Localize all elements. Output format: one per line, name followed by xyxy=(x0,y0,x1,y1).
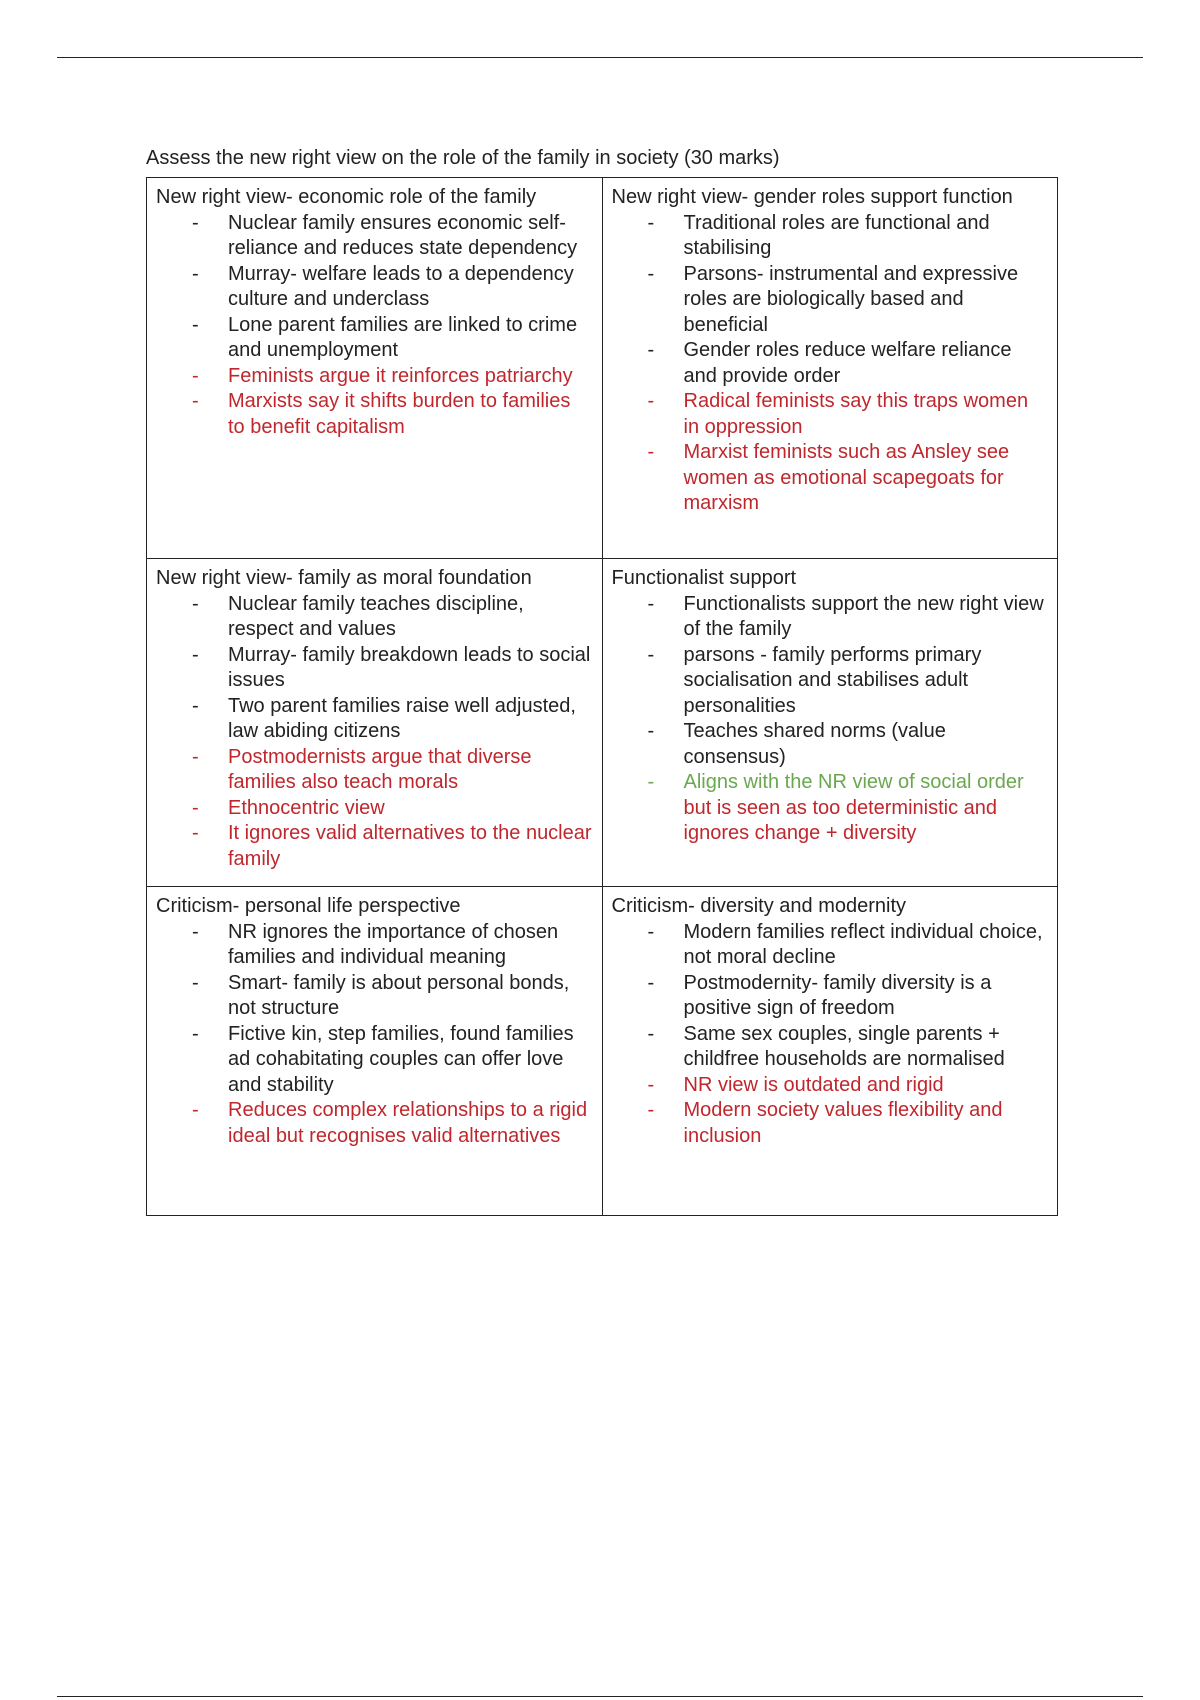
table-row xyxy=(147,559,1058,887)
essay-plan-table xyxy=(146,177,1058,1216)
bullet-text: Postmodernity- family diversity is a positive sign of freedom xyxy=(683,971,992,1019)
cell-heading: Criticism- personal life perspective xyxy=(156,895,461,917)
bullet-dash-icon: - xyxy=(192,211,199,234)
list-item xyxy=(192,262,593,313)
bullet-dash-icon: - xyxy=(647,771,655,793)
bullet-text: Murray- family breakdown leads to social issues xyxy=(228,643,591,691)
list-item xyxy=(647,440,1049,517)
bullet-text: NR view is outdated and rigid xyxy=(683,1073,944,1096)
list-item xyxy=(192,1098,593,1149)
bullet-text: Marxist feminists such as Ansley see women as emotional scapegoats for marxism xyxy=(683,441,1010,514)
bullet-text: Nuclear family teaches discipline, respect and values xyxy=(228,592,524,640)
bullet-text: Two parent families raise well adjusted, law abiding citizens xyxy=(228,694,576,742)
bullet-list xyxy=(612,592,1049,847)
cell-heading: New right view- gender roles support function xyxy=(611,186,1013,208)
bullet-dash-icon: - xyxy=(192,1022,199,1045)
list-item xyxy=(647,338,1049,389)
list-item xyxy=(647,262,1049,339)
cell-functionalist-support xyxy=(602,559,1058,887)
list-item xyxy=(647,1022,1049,1073)
bullet-dash-icon: - xyxy=(192,694,199,717)
list-item xyxy=(647,389,1049,440)
list-item xyxy=(647,770,1049,847)
bullet-dash-icon: - xyxy=(647,441,655,463)
footer-rule xyxy=(57,1696,1143,1697)
bullet-list xyxy=(156,592,593,873)
bullet-dash-icon: - xyxy=(192,920,199,943)
cell-heading: New right view- economic role of the family xyxy=(156,186,537,208)
list-item xyxy=(192,592,593,643)
list-item xyxy=(192,364,593,390)
header-rule xyxy=(57,57,1143,58)
bullet-dash-icon: - xyxy=(192,390,199,412)
list-item xyxy=(647,1098,1049,1149)
bullet-dash-icon: - xyxy=(192,971,199,994)
cell-economic-role xyxy=(147,178,603,559)
bullet-text: Marxists say it shifts burden to families to benefit capitalism xyxy=(228,390,571,438)
document-title: Assess the new right view on the role of the family in society (30 marks) xyxy=(146,147,780,169)
bullet-text: Radical feminists say this traps women in oppression xyxy=(683,390,1029,438)
cell-diversity-modernity xyxy=(602,887,1058,1216)
list-item xyxy=(192,643,593,694)
list-item xyxy=(192,694,593,745)
bullet-dash-icon: - xyxy=(192,313,199,336)
bullet-text: Aligns with the NR view of social order xyxy=(683,771,1024,793)
bullet-text: Teaches shared norms (value consensus) xyxy=(683,720,946,768)
list-item xyxy=(192,971,593,1022)
bullet-text: Feminists argue it reinforces patriarchy xyxy=(228,364,573,387)
bullet-text: It ignores valid alternatives to the nuclear family xyxy=(228,822,592,870)
bullet-text: Postmodernists argue that diverse families also teach morals xyxy=(228,745,532,793)
list-item xyxy=(192,920,593,971)
list-item xyxy=(192,796,593,822)
bullet-text: Nuclear family ensures economic self-reliance and reduces state dependency xyxy=(228,211,578,259)
list-item xyxy=(192,1022,593,1099)
list-item xyxy=(192,211,593,262)
table-row xyxy=(147,178,1058,559)
list-item xyxy=(192,389,593,440)
bullet-dash-icon: - xyxy=(192,1099,199,1121)
bullet-dash-icon: - xyxy=(192,262,199,285)
cell-gender-roles xyxy=(602,178,1058,559)
list-item xyxy=(647,719,1049,770)
list-item xyxy=(647,920,1049,971)
bullet-list xyxy=(612,920,1049,1150)
bullet-dash-icon: - xyxy=(647,211,655,234)
bullet-text: Modern society values flexibility and inclusion xyxy=(683,1099,1003,1147)
list-item xyxy=(192,745,593,796)
bullet-text: Reduces complex relationships to a rigid ideal but recognises valid alternatives xyxy=(228,1099,588,1147)
bullet-dash-icon: - xyxy=(647,592,655,615)
list-item xyxy=(647,592,1049,643)
table-row xyxy=(147,887,1058,1216)
bullet-list xyxy=(612,211,1049,517)
bullet-text: NR ignores the importance of chosen families and individual meaning xyxy=(228,920,559,968)
bullet-text: Ethnocentric view xyxy=(228,796,385,819)
bullet-text: Modern families reflect individual choice, not moral decline xyxy=(683,920,1043,968)
bullet-text: Functionalists support the new right view of the family xyxy=(683,592,1044,640)
list-item xyxy=(192,313,593,364)
cell-heading: Functionalist support xyxy=(611,567,797,589)
bullet-dash-icon: - xyxy=(192,364,199,387)
bullet-text-continued: but is seen as too deterministic and ignores change + diversity xyxy=(683,796,998,844)
bullet-dash-icon: - xyxy=(647,262,655,285)
list-item xyxy=(647,643,1049,720)
bullet-dash-icon: - xyxy=(647,1073,655,1096)
list-item xyxy=(647,211,1049,262)
list-item xyxy=(647,1073,1049,1099)
bullet-dash-icon: - xyxy=(192,592,199,615)
bullet-dash-icon: - xyxy=(647,1022,655,1045)
bullet-dash-icon: - xyxy=(647,1099,655,1121)
cell-heading: New right view- family as moral foundation xyxy=(156,567,532,589)
bullet-dash-icon: - xyxy=(647,390,655,412)
list-item xyxy=(647,971,1049,1022)
bullet-dash-icon: - xyxy=(192,745,199,768)
bullet-dash-icon: - xyxy=(647,920,655,943)
cell-moral-foundation xyxy=(147,559,603,887)
list-item xyxy=(192,821,593,872)
bullet-text: Gender roles reduce welfare reliance and provide order xyxy=(683,339,1012,387)
bullet-dash-icon: - xyxy=(647,720,655,742)
bullet-text: parsons - family performs primary socialisation and stabilises adult personalities xyxy=(683,643,982,717)
bullet-list xyxy=(156,211,593,441)
bullet-dash-icon: - xyxy=(647,643,655,666)
bullet-text: Same sex couples, single parents + childfree households are normalised xyxy=(683,1022,1005,1070)
bullet-dash-icon: - xyxy=(647,339,655,361)
bullet-dash-icon: - xyxy=(192,822,199,844)
bullet-dash-icon: - xyxy=(192,796,199,819)
cell-personal-life xyxy=(147,887,603,1216)
bullet-text: Parsons- instrumental and expressive roles are biologically based and beneficial xyxy=(683,262,1019,336)
bullet-text: Traditional roles are functional and stabilising xyxy=(683,211,990,259)
bullet-text: Murray- welfare leads to a dependency culture and underclass xyxy=(228,262,574,310)
bullet-text: Smart- family is about personal bonds, not structure xyxy=(228,971,570,1019)
bullet-list xyxy=(156,920,593,1150)
bullet-dash-icon: - xyxy=(192,643,199,666)
cell-heading: Criticism- diversity and modernity xyxy=(611,895,907,917)
bullet-dash-icon: - xyxy=(647,971,655,994)
bullet-text: Fictive kin, step families, found families ad cohabitating couples can offer love and stability xyxy=(228,1022,574,1096)
bullet-text: Lone parent families are linked to crime and unemployment xyxy=(228,313,578,361)
